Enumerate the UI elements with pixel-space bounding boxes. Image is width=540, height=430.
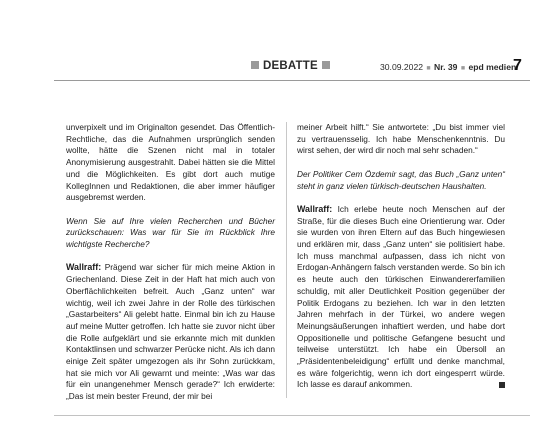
square-icon (251, 61, 259, 69)
text-column-right (297, 122, 505, 391)
rubric-label: DEBATTE (263, 60, 318, 72)
answer-paragraph (297, 204, 505, 391)
section-rubric (251, 60, 330, 72)
paragraph: unverpixelt und im Originalton gesendet. Das Öffentlich-Rechtliche, das die Aufnahmen ursprünglich senden wollte, hätte die Szenen nicht mal in totaler Anonymisierung ausgestrahlt. Dabei hätten sie die Mittel und die Möglichkeiten. Es gibt dort auch mutige KollegInnen und Redaktionen, die aber immer häufiger ausgebremst werden. (66, 122, 275, 203)
bullet-icon: ■ (460, 65, 466, 72)
issue-meta (380, 62, 516, 72)
end-mark-icon (499, 382, 505, 388)
speaker-label: Wallraff: (66, 262, 102, 273)
interview-question: Der Politiker Cem Özdemir sagt, das Buch „Ganz unten“ steht in ganz vielen türkisch-deutschen Haushalten. (297, 168, 505, 191)
answer-text: Prägend war sicher für mich meine Aktion in Griechenland. Diese Zeit in der Haft hat mich auch von Oberflächlichkeiten befreit. Auch „Ganz unten“ war wichtig, weil ich zwei Jahre in der Rolle des türkischen „Gastarbeiters“ Ali gelebt hatte. Einmal bin ich zu Hause auf meine Mutter getroffen. Ich hatte sie zuvor nicht über die Rolle aufgeklärt und sie erkannte mich mit dunklen Kontaktlinsen und schwarzer Perücke nicht. Als ich dann einige Zeit später umgezogen als ihr Sohn zurückkam, hat sie mich vor Ali gewarnt und meinte: „Was war das für ein unangenehmer Mensch gerade?“ Ich erwiderte: „Das ist mein bester Freund, der mir bei (66, 262, 275, 402)
text-column-left (66, 122, 275, 403)
interview-question: Wenn Sie auf Ihre vielen Recherchen und Bücher zurückschauen: Was war für Sie im Rückblick Ihre wichtigste Recherche? (66, 215, 275, 250)
paragraph: meiner Arbeit hilft.“ Sie antwortete: „Du bist immer viel zu vertrauensselig. Ich habe Menschenkenntnis. Du wirst sehen, der wird dir noch mal sehr schaden.“ (297, 122, 505, 156)
answer-paragraph (66, 262, 275, 402)
square-icon (322, 61, 330, 69)
column-divider (286, 122, 287, 398)
bullet-icon: ■ (426, 65, 431, 72)
speaker-label: Wallraff: (297, 203, 333, 214)
header-rule (54, 80, 530, 81)
issue-number: Nr. 39 (434, 62, 458, 72)
answer-text: Ich erlebe heute noch Menschen auf der Straße, für die dieses Buch eine Orientierung war. Oder sie wurden von ihren Eltern auf das Buch hingewiesen und erklären mir, dass „Ganz unten“ sie politisiert habe. Ich muss manchmal aufpassen, dass ich nicht von Erdogan-Anhängern falsch verstanden werde. So bin ich es heute auch den türkischen Einwandererfamilien schuldig, mit aller Deutlichkeit Position gegenüber der Politik Erdogans zu beziehen. Ich war in den letzten Jahren mehrfach in der Türkei, wo andere wegen Meinungsäußerungen inhaftiert werden, und habe dort Oppositionelle und politische Gefangene besucht und teilweise unterstützt. Ich habe ein Übersoll an „Präsidentenbeleidigung“ erfüllt und denke manchmal, es wäre folgerichtig, wenn ich dort eingesperrt würde. Ich lasse es darauf ankommen. (297, 203, 506, 390)
publication-name: epd medien (468, 62, 517, 72)
page-number: 7 (513, 57, 522, 74)
footer-rule (54, 415, 530, 416)
page-header (0, 58, 540, 78)
issue-date: 30.09.2022 (380, 62, 424, 72)
